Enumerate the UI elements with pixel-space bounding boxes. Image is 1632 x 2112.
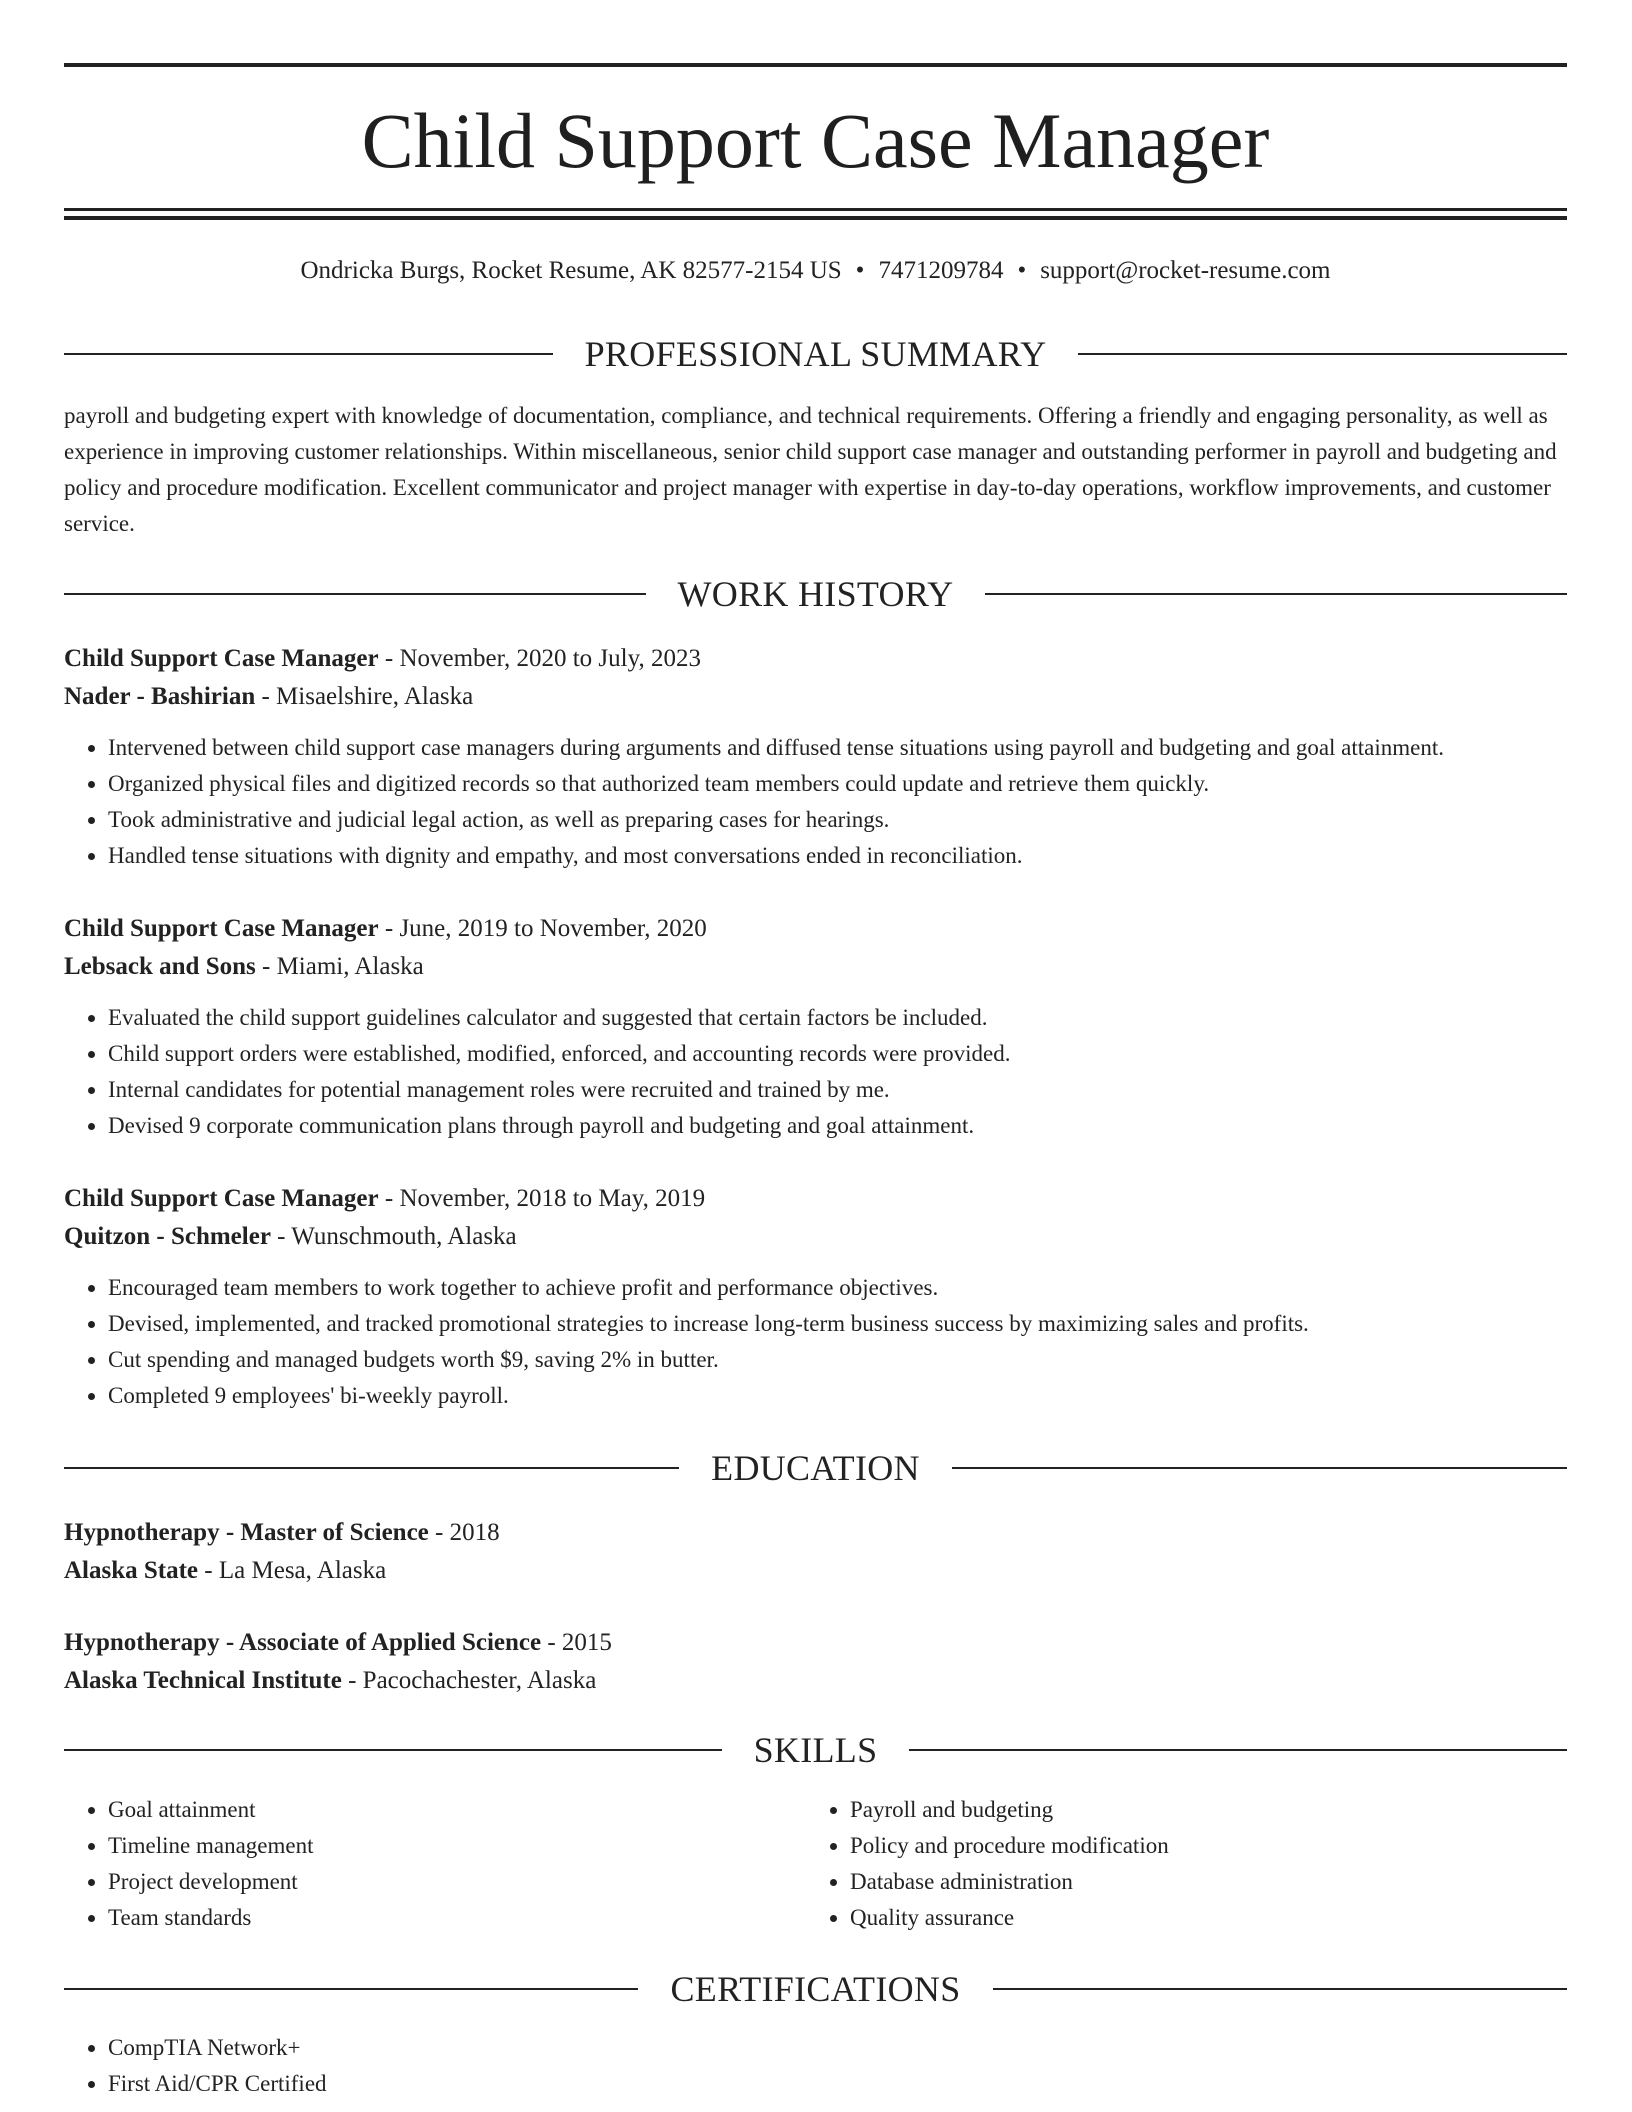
- section-title-education: EDUCATION: [711, 1448, 920, 1488]
- section-rule: [64, 1988, 638, 1990]
- job-title: Child Support Case Manager: [64, 645, 379, 672]
- job-entry: [64, 1180, 1567, 1414]
- contact-separator: •: [855, 257, 865, 284]
- job-company: Quitzon - Schmeler: [64, 1223, 271, 1250]
- section-rule: [985, 593, 1567, 595]
- list-item: • Intervened between child support case managers during arguments and diffused tense situations using payroll and budgeting and goal attainment.: [108, 730, 1567, 766]
- contact-line: [64, 252, 1567, 290]
- section-header-certifications: [64, 1967, 1567, 2011]
- job-bullets: [64, 1270, 1567, 1414]
- education-entry: [64, 1624, 1567, 1700]
- job-company: Lebsack and Sons: [64, 953, 256, 980]
- skills-list: [64, 1792, 1567, 1936]
- job-dates: - November, 2018 to May, 2019: [378, 1185, 706, 1212]
- education-degree-line: [64, 1514, 1567, 1552]
- list-item: • Team standards: [108, 1900, 806, 1936]
- certifications-list: [64, 2030, 1567, 2102]
- education-degree: Hypnotherapy - Master of Science: [64, 1519, 429, 1546]
- list-item: • First Aid/CPR Certified: [108, 2066, 1567, 2102]
- list-item: • Completed 9 employees' bi-weekly payroll.: [108, 1378, 1567, 1414]
- education-entry: [64, 1514, 1567, 1590]
- list-item: • Handled tense situations with dignity and empathy, and most conversations ended in reconciliation.: [108, 838, 1567, 874]
- job-location: - Miami, Alaska: [255, 953, 424, 980]
- job-entry: [64, 640, 1567, 874]
- job-bullets: [64, 730, 1567, 874]
- education-year: - 2018: [428, 1519, 500, 1546]
- section-header-summary: [64, 332, 1567, 376]
- education-year: - 2015: [541, 1629, 612, 1656]
- job-dates: - November, 2020 to July, 2023: [378, 645, 701, 672]
- section-rule: [1078, 353, 1567, 355]
- job-location: - Misaelshire, Alaska: [255, 683, 474, 710]
- job-dates: - June, 2019 to November, 2020: [378, 915, 707, 942]
- section-title-certifications: CERTIFICATIONS: [670, 1969, 961, 2009]
- list-item: • Child support orders were established, modified, enforced, and accounting records were provided.: [108, 1036, 1567, 1072]
- top-rule: [64, 63, 1567, 67]
- section-rule: [64, 353, 553, 355]
- education-degree: Hypnotherapy - Associate of Applied Science: [64, 1629, 542, 1656]
- contact-email: support@rocket-resume.com: [1040, 257, 1331, 284]
- list-item: • Evaluated the child support guidelines calculator and suggested that certain factors be included.: [108, 1000, 1567, 1036]
- list-item: • CompTIA Network+: [108, 2030, 1567, 2066]
- section-rule: [993, 1988, 1567, 1990]
- section-header-education: [64, 1446, 1567, 1490]
- list-item: • Policy and procedure modification: [850, 1828, 1548, 1864]
- contact-phone: 7471209784: [878, 257, 1004, 284]
- section-title-skills: SKILLS: [753, 1730, 878, 1770]
- education-school: Alaska Technical Institute: [64, 1667, 342, 1694]
- education-school-line: [64, 1552, 1567, 1590]
- section-title-work: WORK HISTORY: [677, 574, 954, 614]
- section-header-work: [64, 572, 1567, 616]
- section-title-summary: PROFESSIONAL SUMMARY: [584, 334, 1047, 374]
- job-title-line: [64, 910, 1567, 948]
- education-location: - Pacochachester, Alaska: [341, 1667, 597, 1694]
- education-degree-line: [64, 1624, 1567, 1662]
- skills-column-right: [806, 1792, 1548, 1936]
- double-rule: [64, 208, 1567, 220]
- section-header-skills: [64, 1728, 1567, 1772]
- section-rule: [64, 1749, 722, 1751]
- job-entry: [64, 910, 1567, 1144]
- contact-address: Ondricka Burgs, Rocket Resume, AK 82577-2154 US: [300, 257, 842, 284]
- job-location: - Wunschmouth, Alaska: [270, 1223, 517, 1250]
- job-bullets: [64, 1000, 1567, 1144]
- list-item: • Took administrative and judicial legal action, as well as preparing cases for hearings.: [108, 802, 1567, 838]
- education-school-line: [64, 1662, 1567, 1700]
- job-title: Child Support Case Manager: [64, 1185, 379, 1212]
- job-company-line: [64, 948, 1567, 986]
- job-title-line: [64, 640, 1567, 678]
- education-school: Alaska State: [64, 1557, 199, 1584]
- section-rule: [64, 1467, 679, 1469]
- list-item: • Cut spending and managed budgets worth $9, saving 2% in butter.: [108, 1342, 1567, 1378]
- job-title-line: [64, 1180, 1567, 1218]
- list-item: • Internal candidates for potential management roles were recruited and trained by me.: [108, 1072, 1567, 1108]
- list-item: • Payroll and budgeting: [850, 1792, 1548, 1828]
- list-item: • Project development: [108, 1864, 806, 1900]
- list-item: • Goal attainment: [108, 1792, 806, 1828]
- certifications-bullets: [64, 2030, 1567, 2102]
- contact-separator: •: [1017, 257, 1027, 284]
- summary-text: payroll and budgeting expert with knowledge of documentation, compliance, and technical requirements. Offering a friendly and engaging personality, as well as experience in improving customer relationships. Within miscellaneous, senior child support case manager and outstanding performer in payroll and budgeting and policy and procedure modification. Excellent communicator and project manager with expertise in day-to-day operations, workflow improvements, and customer service.: [64, 403, 1557, 536]
- section-rule: [909, 1749, 1567, 1751]
- job-title: Child Support Case Manager: [64, 915, 379, 942]
- list-item: • Devised, implemented, and tracked promotional strategies to increase long-term business success by maximizing sales and profits.: [108, 1306, 1567, 1342]
- skills-column-left: [64, 1792, 806, 1936]
- education-location: - La Mesa, Alaska: [198, 1557, 387, 1584]
- resume-title: Child Support Case Manager: [361, 97, 1270, 184]
- section-rule: [64, 593, 646, 595]
- list-item: • Organized physical files and digitized records so that authorized team members could update and retrieve them quickly.: [108, 766, 1567, 802]
- list-item: • Devised 9 corporate communication plans through payroll and budgeting and goal attainment.: [108, 1108, 1567, 1144]
- job-company-line: [64, 1218, 1567, 1256]
- job-company-line: [64, 678, 1567, 716]
- list-item: • Quality assurance: [850, 1900, 1548, 1936]
- list-item: • Timeline management: [108, 1828, 806, 1864]
- job-company: Nader - Bashirian: [64, 683, 256, 710]
- section-rule: [952, 1467, 1567, 1469]
- list-item: • Database administration: [850, 1864, 1548, 1900]
- list-item: • Encouraged team members to work together to achieve profit and performance objectives.: [108, 1270, 1567, 1306]
